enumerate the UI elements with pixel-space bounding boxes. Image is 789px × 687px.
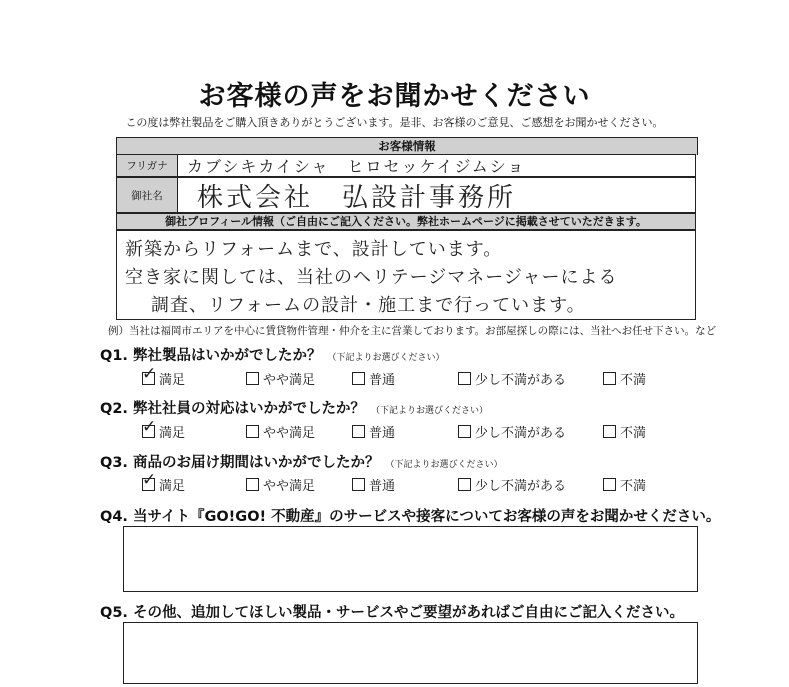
option-label: 少し不満がある [475,426,567,441]
question-3 [100,451,503,472]
question-3-note: （下記よりお選びください） [385,460,503,470]
furigana-row [116,154,696,177]
option-label: 満足 [159,479,186,494]
question-1 [100,344,445,365]
checkbox[interactable] [458,372,471,385]
option-label: 満足 [159,426,186,441]
q1-option-somewhat-satisfied[interactable] [246,369,315,388]
checkbox-checked[interactable] [142,364,157,385]
option-label: 少し不満がある [475,373,567,388]
option-label: 不満 [620,373,647,388]
q1-option-satisfied[interactable] [142,364,186,388]
company-row [116,177,696,213]
option-label: やや満足 [263,479,316,494]
profile-header: 御社プロフィール情報（ご自由にご記入ください。弊社ホームページに掲載させていただきます。 [116,213,696,230]
q5-answer-box[interactable] [123,622,698,684]
question-2 [100,397,488,418]
q3-option-somewhat-satisfied[interactable] [246,475,315,494]
question-4: Q4. 当サイト『GO!GO! 不動産』のサービスや接客についてお客様の声をお聞かせください。 [100,509,721,525]
checkbox[interactable] [603,425,616,438]
q3-option-normal[interactable] [352,475,395,494]
question-1-text: Q1. 弊社製品はいかがでしたか？ [100,348,322,364]
option-label: 普通 [369,373,396,388]
q3-option-satisfied[interactable] [142,470,186,494]
q1-option-normal[interactable] [352,369,395,388]
example-text: 例）当社は福岡市エリアを中心に賃貸物件管理・仲介を主に営業しております。お部屋探しの際には、当社へお任せ下さい。など [108,325,717,337]
q1-option-dissatisfied[interactable] [603,369,646,388]
q2-option-satisfied[interactable] [142,417,186,441]
customer-info-header: お客様情報 [116,137,698,155]
q4-answer-box[interactable] [123,526,698,592]
question-3-text: Q3. 商品のお届け期間はいかがでしたか？ [100,455,380,471]
furigana-label: フリガナ [117,155,178,176]
option-label: 不満 [620,426,647,441]
q2-option-normal[interactable] [352,422,395,441]
checkbox[interactable] [352,372,365,385]
question-2-text: Q2. 弊社社員の対応はいかがでしたか？ [100,401,365,417]
checkbox[interactable] [352,425,365,438]
checkbox[interactable] [246,425,259,438]
q3-option-slightly-dissatisfied[interactable] [458,475,566,494]
profile-line: 新築からリフォームまで、設計しています。 [125,239,503,260]
option-label: 満足 [159,373,186,388]
furigana-field[interactable]: カブシキカイシャ ヒロセッケイジムショ [187,157,526,176]
checkbox[interactable] [246,372,259,385]
q3-option-dissatisfied[interactable] [603,475,646,494]
question-5: Q5. その他、追加してほしい製品・サービスやご要望があればご自由にご記入ください。 [100,605,684,621]
checkmark-icon: ✓ [142,417,157,437]
company-field[interactable]: 株式会社 弘設計事務所 [197,182,517,213]
question-2-note: （下記よりお選びください） [370,406,488,416]
checkbox[interactable] [603,372,616,385]
checkbox[interactable] [458,478,471,491]
profile-line: 空き家に関しては、当社のヘリテージマネージャーによる [125,267,618,288]
checkbox-checked[interactable] [142,417,157,438]
question-1-note: （下記よりお選びください） [327,353,445,363]
q2-option-slightly-dissatisfied[interactable] [458,422,566,441]
company-label: 御社名 [117,178,178,212]
checkbox[interactable] [352,478,365,491]
intro-text: この度は弊社製品をご購入頂きありがとうございます。是非、お客様のご意見、ご感想をお聞かせください。 [125,116,664,129]
checkmark-icon: ✓ [142,470,157,490]
checkmark-icon: ✓ [142,364,157,384]
checkbox-checked[interactable] [142,470,157,491]
option-label: 少し不満がある [475,479,567,494]
page-title: お客様の声をお聞かせください [198,81,591,112]
option-label: 不満 [620,479,647,494]
q2-option-somewhat-satisfied[interactable] [246,422,315,441]
option-label: 普通 [369,426,396,441]
profile-textarea[interactable] [116,230,696,320]
checkbox[interactable] [246,478,259,491]
checkbox[interactable] [603,478,616,491]
checkbox[interactable] [458,425,471,438]
q1-option-slightly-dissatisfied[interactable] [458,369,566,388]
option-label: 普通 [369,479,396,494]
option-label: やや満足 [263,426,316,441]
profile-line: 調査、リフォームの設計・施工まで行っています。 [151,295,586,316]
q2-option-dissatisfied[interactable] [603,422,646,441]
option-label: やや満足 [263,373,316,388]
